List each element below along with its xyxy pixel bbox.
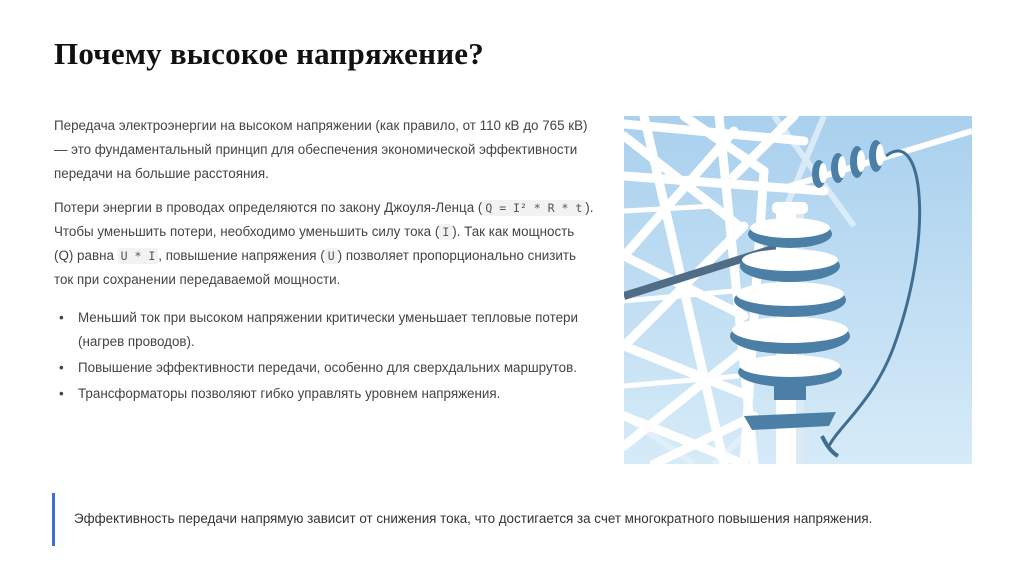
bullet-item: • Трансформаторы позволяют гибко управлять уровнем напряжения. bbox=[54, 382, 594, 406]
bullet-item: • Меньший ток при высоком напряжении критически уменьшает тепловые потери (нагрев проводов). bbox=[54, 306, 594, 354]
voltage-code: U bbox=[325, 248, 338, 264]
power-line-insulator-image bbox=[624, 116, 972, 464]
callout-text: Эффективность передачи напрямую зависит от снижения тока, что достигается за счет многократного повышения напряжения. bbox=[74, 511, 873, 526]
bullet-list bbox=[54, 306, 594, 406]
formula-text-4: , повышение напряжения ( bbox=[158, 248, 325, 263]
formula-text-3: ). Так как мощность (Q) равна bbox=[54, 224, 575, 263]
bullet-item: • Повышение эффективности передачи, особенно для сверхдальних маршрутов. bbox=[54, 356, 594, 380]
formula-code: Q = I² * R * t bbox=[482, 200, 585, 216]
formula-text-2: ). Чтобы уменьшить потери, необходимо уменьшить силу тока ( bbox=[54, 200, 594, 239]
insulator-illustration bbox=[624, 116, 972, 464]
power-code: U * I bbox=[118, 248, 159, 264]
main-content bbox=[54, 114, 594, 408]
intro-paragraph: Передача электроэнергии на высоком напряжении (как правило, от 110 кВ до 765 кВ) — это фундаментальный принцип для обеспечения экономической эффективности передачи на большие расстояния. bbox=[54, 118, 588, 181]
callout-accent-bar bbox=[52, 493, 55, 546]
formula-text-1: Потери энергии в проводах определяются по закону Джоуля-Ленца ( bbox=[54, 200, 483, 215]
formula-paragraph bbox=[54, 196, 594, 292]
current-code: I bbox=[439, 224, 452, 240]
page-title: Почему высокое напряжение? bbox=[54, 36, 484, 71]
formula-text-5: ) позволяет пропорционально снизить ток при сохранении передаваемой мощности. bbox=[54, 248, 576, 287]
